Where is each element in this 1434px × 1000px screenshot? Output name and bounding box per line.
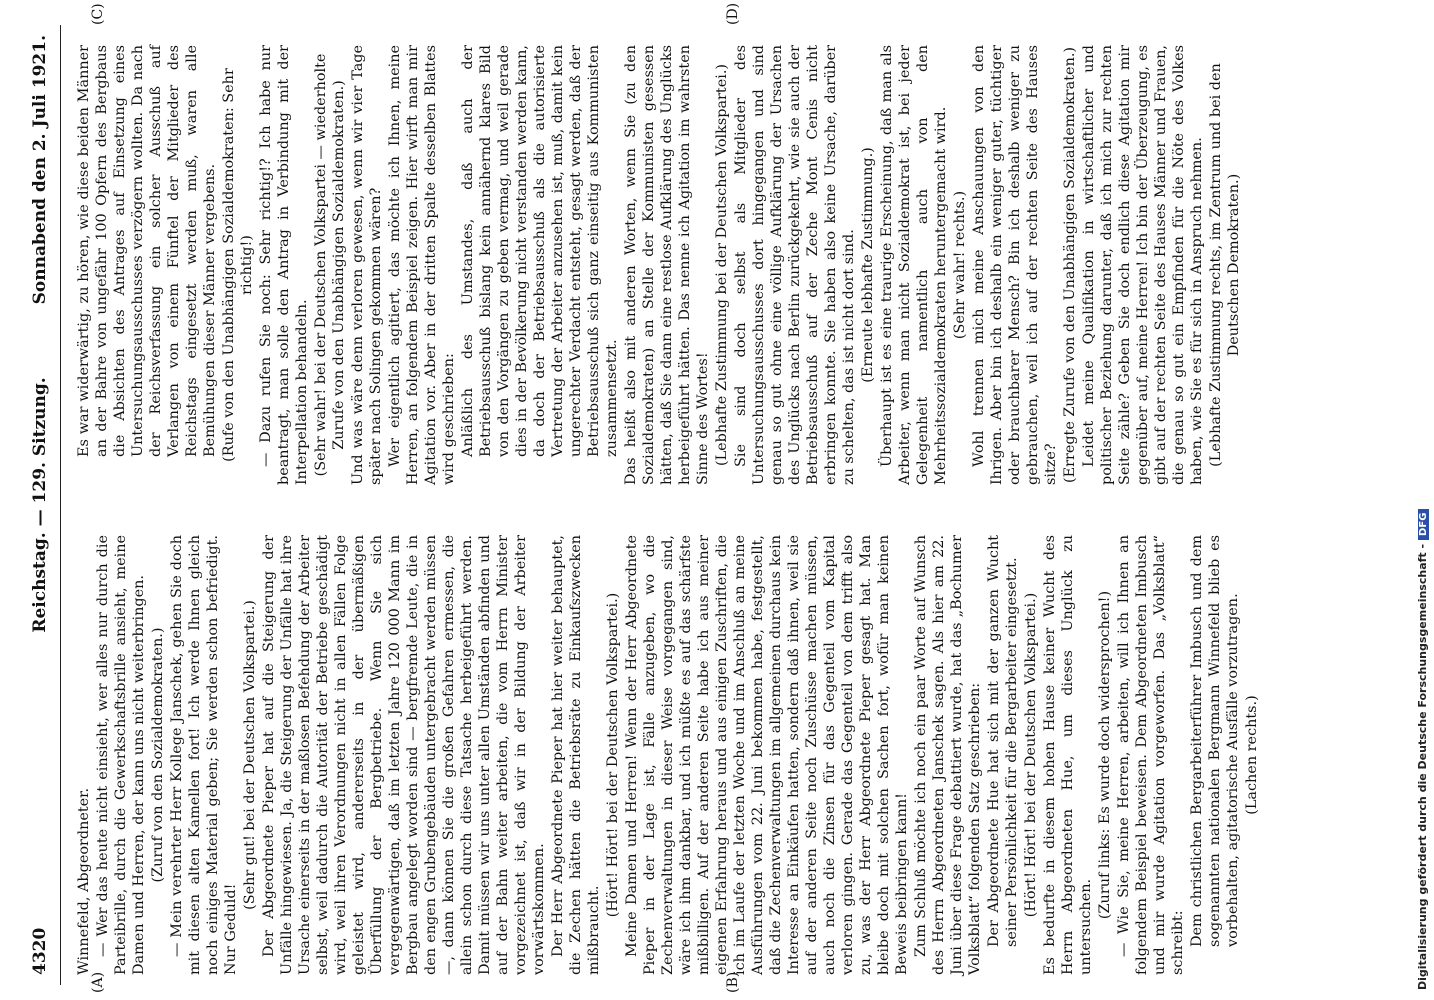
session-date: Sonnabend den 2. Juli 1921. xyxy=(30,35,50,305)
paragraph: Wer eigentlich agitiert, das möchte ich Ihnen, meine Herren, an folgendem Beispiel zeigen. Hier wirft man mir Agitation vor. Aber in der dritten Spalte desselben Blattes wird geschrieben: xyxy=(387,45,457,485)
paragraph: — Wer das heute nicht einsieht, wer alles nur durch die Parteibrille, durch die Gewerkschaftsbrille ansieht, meine Damen und Herren, der kann uns nicht weiterbringen. xyxy=(95,535,147,975)
margin-marker-a: (A) xyxy=(90,971,106,993)
interjection: (Sehr wahr! rechts.) xyxy=(952,190,968,340)
paragraph: — Mein verehrter Herr Kollege Janschek, gehen Sie doch mit diesen alten Kamellen fort! Ich werde Ihnen gleich noch einiges Material geben; Sie werden schon befriedigt. Nur Geduld! xyxy=(169,535,239,975)
interjection: (Lebhafte Zustimmung rechts, im Zentrum und bei den Deutschen Demokraten.) xyxy=(1208,63,1242,467)
interjection: (Lebhafte Zustimmung bei der Deutschen Volkspartei.) xyxy=(714,63,730,467)
credit-text: Digitalisierung gefördert durch die Deutsche Forschungsgemeinschaft - xyxy=(1416,543,1429,990)
margin-marker-d: (D) xyxy=(725,2,741,25)
page-number: 4320 xyxy=(30,927,50,975)
margin-marker-c: (C) xyxy=(90,3,106,25)
paragraph: Der Herr Abgeordnete Pieper hat hier weiter behauptet, die Zechen hätten die Betriebsräte zu Einkaufszwecken mißbraucht. xyxy=(550,535,602,975)
margin-marker-b: (B) xyxy=(725,971,741,993)
paragraph: Und was wäre denn verloren gewesen, wenn wir vier Tage später nach Solingen gekommen wären? xyxy=(350,45,384,485)
paragraph: Meine Damen und Herren! Wenn der Herr Abgeordnete Pieper in der Lage ist, Fälle anzugeben, wo die Zechenverwaltungen in dieser Weise vorgegangen sind, wäre ich ihm dankbar, und ich müßte es auf das schärfste mißbilligen. Auf der anderen Seite habe ich aus meiner eigenen Erfahrung heraus und aus einigen Zuschriften, die ich im Laufe der letzten Woche und im Anschluß an meine Ausführungen vom 22. Juni bekommen habe, festgestellt, daß die Zechenverwaltungen im allgemeinen durchaus kein Interesse an Einkäufen hatten, sondern daß ihnen, weil sie auf der anderen Seite noch Zuschüsse machen müssen, auch noch die Zinsen für das Gegenteil vom Kapital verloren gingen. Gerade das Gegenteil von dem trifft also zu, was der Herr Abgeordnete Pieper gesagt hat. Man bleibe doch mit solchen Sachen fort, wofür man keinen Beweis beibringen kann! xyxy=(624,535,910,975)
paragraph: Zum Schluß möchte ich noch ein paar Worte auf Wunsch des Herrn Abgeordneten Janschek sagen. Als hier am 22. Juni über diese Frage debattiert wurde, hat das „Bochumer Volksblatt“ folgenden Satz geschrieben: xyxy=(913,535,983,975)
paragraph: Leidet meine Qualifikation in wirtschaftlicher und politischer Beziehung darunter, daß ich mich zur rechten Seite zähle? Geben Sie doch endlich diese Agitation mir gegenüber auf, meine Herren! Ich bin der Überzeugung, es gibt auf der rechten Seite des Hauses Männer und Frauen, die genau so gut ein Empfinden für die Nöte des Volkes haben, wie Sie es für sich in Anspruch nehmen. xyxy=(1081,45,1205,485)
interjection: (Hört! Hört! bei der Deutschen Volkspartei.) xyxy=(1023,592,1039,918)
quotation: Der Abgeordnete Hue hat sich mit der ganzen Wucht seiner Persönlichkeit für die Bergarbeiter eingesetzt. xyxy=(986,535,1020,947)
session-title: Reichstag. — 129. Sitzung. xyxy=(30,377,50,633)
digitization-credit xyxy=(1416,10,1429,990)
paragraph: Sie sind doch selbst als Mitglieder des Untersuchungsausschusses dort hingegangen und sind genau so gut ohne eine völlige Aufklärung der Ursachen des Unglücks nach Berlin zurückgekehrt, wie sie auch der Betriebsausschuß auf der Zeche Mont Cenis nicht erbringen konnte. Sie haben also keine Ursache, darüber zu schelten, das ist nicht dort sind. xyxy=(733,45,857,485)
interjection: (Erregte Zurufe von den Unabhängigen Sozialdemokraten.) xyxy=(1062,46,1078,484)
quotation: Dem christlichen Bergarbeiterführer Imbusch und dem sogenannten nationalen Bergmann Winnefeld blieb es vorbehalten, agitatorische Ausfälle vorzutragen. xyxy=(1189,535,1241,947)
paragraph: Es bedurfte in diesem hohen Hause keiner Wucht des Herrn Abgeordneten Hue, um dieses Unglück zu untersuchen. xyxy=(1042,535,1094,975)
interjection: (Zuruf von den Sozialdemokraten.) xyxy=(150,627,166,883)
interjection: (Zuruf links: Es wurde doch widersprochen!) xyxy=(1097,590,1113,920)
paragraph: — Dazu rufen Sie noch: Sehr richtig!? Ich habe nur beantragt, man solle den Antrag in Verbindung mit der Interpellation behandeln. xyxy=(258,45,310,485)
rotated-page xyxy=(20,2,1420,993)
interjection: (Sehr wahr! bei der Deutschen Volkspartei — wiederholte Zurufe von den Unabhängigen Sozialdemokraten.) xyxy=(313,53,347,477)
interjection: (Rufe von den Unabhängigen Sozialdemokraten: Sehr richtig!) xyxy=(221,68,255,462)
paragraph: Überhaupt ist es eine traurige Erscheinung, daß man als Arbeiter, wenn man nicht Sozialdemokrat ist, bei jeder Gelegenheit namentlich auch von den Mehrheitssozialdemokraten heruntergemacht wird. xyxy=(879,45,949,485)
interjection: (Sehr gut! bei der Deutschen Volkspartei.) xyxy=(242,600,258,910)
speaker-line: Winnefeld, Abgeordneter. xyxy=(76,787,92,975)
left-text-column xyxy=(75,535,1262,975)
paragraph: Wohl trennen mich meine Anschauungen von den Ihrigen. Aber bin ich deshalb ein weniger guter, tüchtiger oder brauchbarer Mensch? Bin ich deshalb weniger zu gebrauchen, weil ich auf der rechten Seite des Hauses sitze? xyxy=(971,45,1059,485)
quotation: Anläßlich des Umstandes, daß auch der Betriebsausschuß bislang kein annähernd klares Bild von den Vorgängen zu geben vermag, und weil gerade dies in der Bevölkerung nicht verstanden werden kann, da doch der Betriebsausschuß als die autorisierte Vertretung der Arbeiter anzusehen ist, muß, damit kein ungerechter Verdacht entsteht, gesagt werden, daß der Betriebsausschuß sich ganz einseitig aus Kommunisten zusammensetzt. xyxy=(460,45,620,457)
quotation: Es war widerwärtig, zu hören, wie diese beiden Männer an der Bahre von ungefähr 100 Opfern des Bergbaus die Absichten des Antrages auf Einsetzung eines Untersuchungsausschusses verzögern wollten. Da nach der Reichsverfassung ein solcher Ausschuß auf Verlangen von einem Fünftel der Mitglieder des Reichstags eingesetzt werden muß, waren alle Bemühungen dieser Männer vergebens. xyxy=(76,45,218,457)
interjection: (Lachen rechts.) xyxy=(1244,695,1260,815)
page-header xyxy=(20,25,61,985)
right-text-column xyxy=(75,45,1244,485)
paragraph: — Wie Sie, meine Herren, arbeiten, will ich Ihnen an folgendem Beispiel beweisen. Dem Abgeordneten Imbusch und mir wurde Agitation vorgeworfen. Das „Volksblatt“ schreibt: xyxy=(1116,535,1186,975)
interjection: (Hört! Hört! bei der Deutschen Volkspartei.) xyxy=(605,592,621,918)
dfg-logo: DFG xyxy=(1418,509,1429,540)
paragraph: Der Abgeordnete Pieper hat auf die Steigerung der Unfälle hingewiesen. Ja, die Steigerung der Unfälle hat ihre Ursache einerseits in der maßlosen Befehdung der Arbeiter selbst, weil dadurch die Autorität der Betriebe geschädigt wird, weil ihren Verordnungen nicht in allen Fällen Folge geleistet wird, andererseits in der übermäßigen Überfüllung der Bergbetriebe. Wenn Sie sich vergegenwärtigen, daß im letzten Jahre 120 000 Mann im Bergbau angelegt worden sind — bergfremde Leute, die in den engen Grubengebäuden untergebracht werden müssen —, dann können Sie die großen Gefahren ermessen, die allein schon durch diese Tatsache herbeigeführt werden. Damit müssen wir uns unter allen Umständen abfinden und auf der Bahn weiter arbeiten, die vom Herrn Minister vorgezeichnet ist, daß wir in der Bildung der Arbeiter vorwärtskommen. xyxy=(261,535,547,975)
interjection: (Erneute lebhafte Zustimmung.) xyxy=(860,147,876,383)
paragraph: Das heißt also mit anderen Worten, wenn Sie (zu den Sozialdemokraten) an Stelle der Kommunisten gesessen hätten, daß Sie dann eine restlose Aufklärung des Unglücks herbeigeführt hätten. Das nenne ich Agitation im wahrsten Sinne des Wortes! xyxy=(623,45,711,485)
